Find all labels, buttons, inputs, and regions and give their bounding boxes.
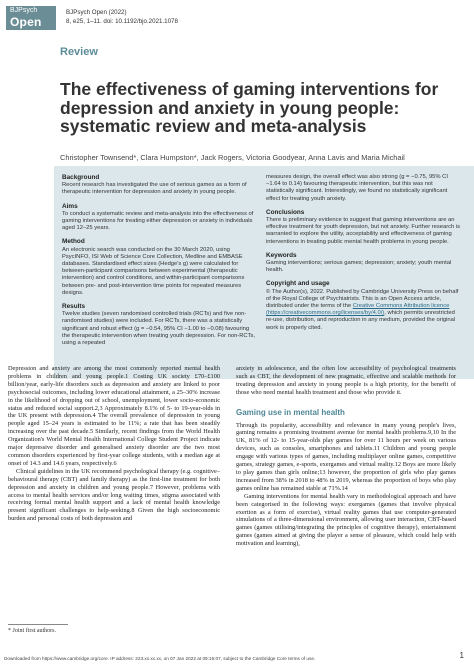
body-paragraph: Depression and anxiety are among the most commonly reported mental health problems in children and young people.1 Costing UK society £70–£100 billion/year, early-life disorders such as depression and anxiety are linked to poor psychosocial outcomes, including lower educational attainment, a 25–30% increase in the likelihood of dropping out of school, unemployment, lower socio-economic status and reduced social support.2,3 Approximately 8.1% of 5- to 19-year-olds in the UK present with depression.4 The overall prevalence of depression in young people aged 15–24 years is estimated to be 11%; a rate that has been steadily increasing over the past decade.5 Similarly, recent findings from the World Health Organization's World Mental Health International College Student Project indicate major depressive disorder and generalised anxiety disorder are the two most common disorders experienced by first-year college students, with a median age at onset of 14.3 and 14.6 years, respectively.6 xyxy=(8,365,220,467)
background-text: Recent research has investigated the use of serious games as a form of therapeutic intervention for depression and anxiety in young people. xyxy=(62,182,247,196)
keywords-text: Gaming interventions; serious games; depression; anxiety; youth mental health. xyxy=(266,260,452,274)
section-heading: Gaming use in mental health xyxy=(236,407,345,417)
journal-name: BJPsych Open (2022) xyxy=(66,9,127,16)
aims-heading: Aims xyxy=(62,202,78,210)
background-heading: Background xyxy=(62,174,100,181)
copyright-text-post: , which permits unrestricted re-use, distribution, and reproduction in any medium, provided the original work is properly cited. xyxy=(266,310,456,331)
journal-header xyxy=(0,0,474,34)
method-heading: Method xyxy=(62,238,85,246)
results-continued-text: measures design, the overall effect was also strong (g = −0.75, 95% CI −1.64 to 0.14) favouring therapeutic intervention, but this was not statistically significant. Interestingly, we found no statistically significant effect for treating youth anxiety. xyxy=(266,174,448,202)
abstract-right-column xyxy=(266,174,462,338)
conclusions-heading: Conclusions xyxy=(266,208,305,216)
logo-line1: BJPsych xyxy=(10,7,38,14)
method-text: An electronic search was conducted on the 30 March 2020, using PsycINFO, ISI Web of Science Core Collection, Medline and EMBASE databases. Standardised effect sizes (Hedge's g) were calculated for between-participant comparisons between experimental (therapeutic intervention) and control conditions, and within-participant comparisons between pre- and post-intervention time points for repeated measures designs. xyxy=(62,246,245,296)
footnote: * Joint first authors. xyxy=(8,628,56,634)
logo-line2: Open xyxy=(10,15,42,29)
copyright-text-pre: © The Author(s), 2022. Published by Cambridge University Press on behalf of the Royal College of Psychiatrists. This is an Open Access article, distributed under the terms of the xyxy=(266,288,459,310)
abstract-panel xyxy=(54,166,474,379)
journal-citation xyxy=(66,8,178,26)
body-paragraph: anxiety in adolescence, and the often low accessibility of psychological treatments such as CBT, the development of new pragmatic, effective and scalable methods for treating depression and anxiety in young people is a high priority, for the benefit of those who need mental health treatment and those who provide it. xyxy=(236,365,456,396)
download-notice: Downloaded from https://www.cambridge.org/core. IP address: 223.xx.xx.xx, on 07 Jan 2022 at 09:16:07, subject to the Cambridge Core terms of use. xyxy=(4,656,316,661)
abstract-left-column xyxy=(62,174,256,353)
article-title: The effectiveness of gaming interventions for depression and anxiety in young people: systematic review and meta-analysis xyxy=(60,79,439,136)
author-list: Christopher Townsend*, Clara Humpston*, Jack Rogers, Victoria Goodyear, Anna Lavis and Maria Michail xyxy=(60,153,405,162)
body-left-column xyxy=(8,365,220,523)
journal-doi: 8, e25, 1–11. doi: 10.1192/bjo.2021.1078 xyxy=(66,18,178,25)
body-right-column xyxy=(236,365,456,548)
results-text: Twelve studies (seven randomised controlled trials (RCTs) and five non-randomised studies) were included. For RCTs, there was a statistically significant and robust effect (g = −0.54, 95% CI −1.00 to −0.08) favouring the therapeutic intervention when treating youth depression. For non-RCTs, using a repeated xyxy=(62,311,256,347)
body-paragraph: Through its popularity, accessibility and relevance in many young people's lives, gaming remains a promising treatment avenue for mental health problems.9,10 In the UK, 81% of 12- to 15-year-olds play games for over 11 hours per week on various devices, such as consoles, smartphones and tablets.11 Children and young people engage with various types of games, including multiplayer online games, competitive games, strategy games, e-sports, exergames and virtual reality.12 Boys are more likely to play games than girls online;13 however, the proportion of girls who play games increased from 38% in 2018 to 48% in 2019, whereas the proportion of boys who play games online has remained stable at 71%.14 xyxy=(236,421,456,492)
keywords-heading: Keywords xyxy=(266,251,297,259)
aims-text: To conduct a systematic review and meta-analysis into the effectiveness of gaming interventions for treating either depression or anxiety in individuals aged 12–25 years. xyxy=(62,210,254,232)
journal-logo xyxy=(6,6,56,30)
body-paragraph: Clinical guidelines in the UK recommend psychological therapy (e.g. cognitive–behavioural therapy (CBT) and family therapy) as the first-line treatment for both depression and anxiety in children and young people.7 However, problems with access to mental health services and/or long waiting times, stigma associated with receiving formal mental health support and a lack of mental health knowledge present significant challenges to help-seeking.8 Given the high socioeconomic burden and personal costs of both depression and xyxy=(8,467,220,523)
copyright-text xyxy=(266,289,462,332)
copyright-heading: Copyright and usage xyxy=(266,280,330,288)
article-type: Review xyxy=(60,46,98,58)
conclusions-text: There is preliminary evidence to suggest that gaming interventions are an effective treatment for youth depression, but not anxiety. Further research is warranted to explore the utility, acceptability and effectiveness of gaming interventions in treating public mental health problems in young people. xyxy=(266,217,461,245)
footnote-rule xyxy=(8,624,68,625)
body-paragraph: Gaming interventions for mental health vary in methodological approach and have been categorised in the following ways: exergames (games that involve physical exertion as a form of exercise), virtual reality games that use computer-generated simulations of a three-dimensional environment, allowing user interaction, CBT-based games (games utilising/integrating the principles of cognitive therapy), entertainment games (games aimed at giving the player a sense of pleasure, which could help with motivation and learning), xyxy=(236,492,456,548)
results-heading: Results xyxy=(62,303,86,311)
page-number: 1 xyxy=(459,651,464,660)
license-link[interactable]: Creative Commons Attribution licence (https://creativecommons.org/licenses/by/4.0/) xyxy=(266,303,450,317)
